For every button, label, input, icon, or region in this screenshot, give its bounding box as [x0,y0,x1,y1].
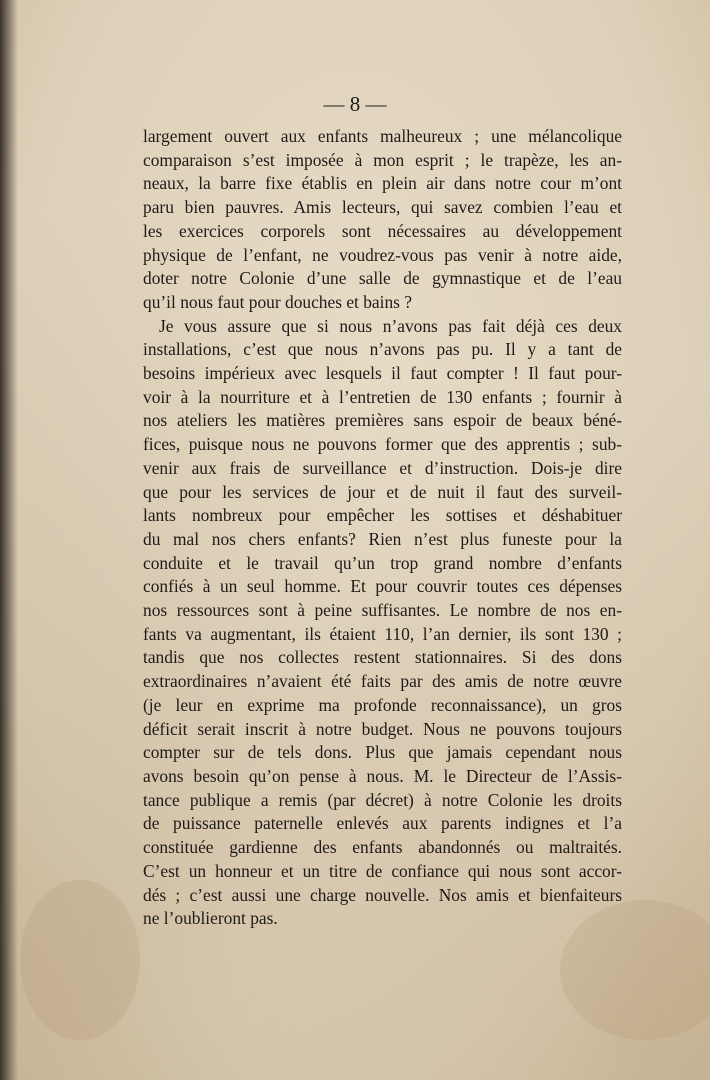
text-line: paru bien pauvres. Amis lecteurs, qui savez combien l’eau et [143,197,622,218]
text-line: confiés à un seul homme. Et pour couvrir toutes ces dépenses [143,576,622,597]
text-line: installations, c’est que nous n’avons pas pu. Il y a tant de [143,339,622,360]
text-line: dés ; c’est aussi une charge nouvelle. Nos amis et bienfaiteurs [143,884,622,905]
text-line: ne l’oublieront pas. [143,908,278,929]
text-line: nos ressources sont à peine suffisantes. Le nombre de nos en- [143,600,622,621]
paper-stain [20,880,140,1040]
text-line: conduite et le travail qu’un trop grand nombre d’enfants [143,552,622,573]
text-line: fices, puisque nous ne pouvons former que des apprentis ; sub- [143,434,622,455]
text-line: qu’il nous faut pour douches et bains ? [143,291,413,312]
text-line: que pour les services de jour et de nuit il faut des surveil- [143,481,622,502]
text-line: comparaison s’est imposée à mon esprit ; le trapèze, les an- [143,149,622,170]
text-line: tandis que nos collectes restent stationnaires. Si des dons [143,647,622,668]
page-number: — 8 — [323,92,387,116]
text-line: C’est un honneur et un titre de confiance qui nous sont accor- [143,860,622,881]
text-line: avons besoin qu’on pense à nous. M. le Directeur de l’Assis- [143,765,622,786]
text-line: extraordinaires n’avaient été faits par des amis de notre œuvre [143,671,622,692]
text-line: déficit serait inscrit à notre budget. Nous ne pouvons toujours [143,718,622,739]
text-line: fants va augmentant, ils étaient 110, l’an dernier, ils sont 130 ; [143,623,622,644]
text-line: du mal nos chers enfants? Rien n’est plus funeste pour la [143,528,622,549]
text-line: venir aux frais de surveillance et d’instruction. Dois-je dire [143,457,622,478]
text-line: largement ouvert aux enfants malheureux ; une mélancolique [143,126,622,146]
text-line: voir à la nourriture et à l’entretien de 130 enfants ; fournir à [143,386,622,407]
text-line: de puissance paternelle enlevés aux parents indignes et l’a [143,813,622,834]
text-line: lants nombreux pour empêcher les sottises et déshabituer [143,505,622,526]
text-line: compter sur de tels dons. Plus que jamais cependant nous [143,742,622,763]
body-text [143,125,622,931]
text-line: tance publique a remis (par décret) à notre Colonie les droits [143,789,622,810]
text-line: les exercices corporels sont nécessaires au développement [143,220,622,241]
text-line: doter notre Colonie d’une salle de gymnastique et de l’eau [143,268,622,289]
text-line: neaux, la barre fixe établis en plein air dans notre cour m’ont [143,173,622,194]
text-line: physique de l’enfant, ne voudrez-vous pas venir à notre aide, [143,244,622,265]
text-line: besoins impérieux avec lesquels il faut compter ! Il faut pour- [143,363,622,384]
text-line: nos ateliers les matières premières sans espoir de beaux béné- [143,410,622,431]
text-line: constituée gardienne des enfants abandonnés ou maltraités. [143,837,622,858]
text-line: Je vous assure que si nous n’avons pas fait déjà ces deux [159,315,622,336]
text-line: (je leur en exprime ma profonde reconnaissance), un gros [143,694,622,715]
page-edge-shadow [0,0,18,1080]
